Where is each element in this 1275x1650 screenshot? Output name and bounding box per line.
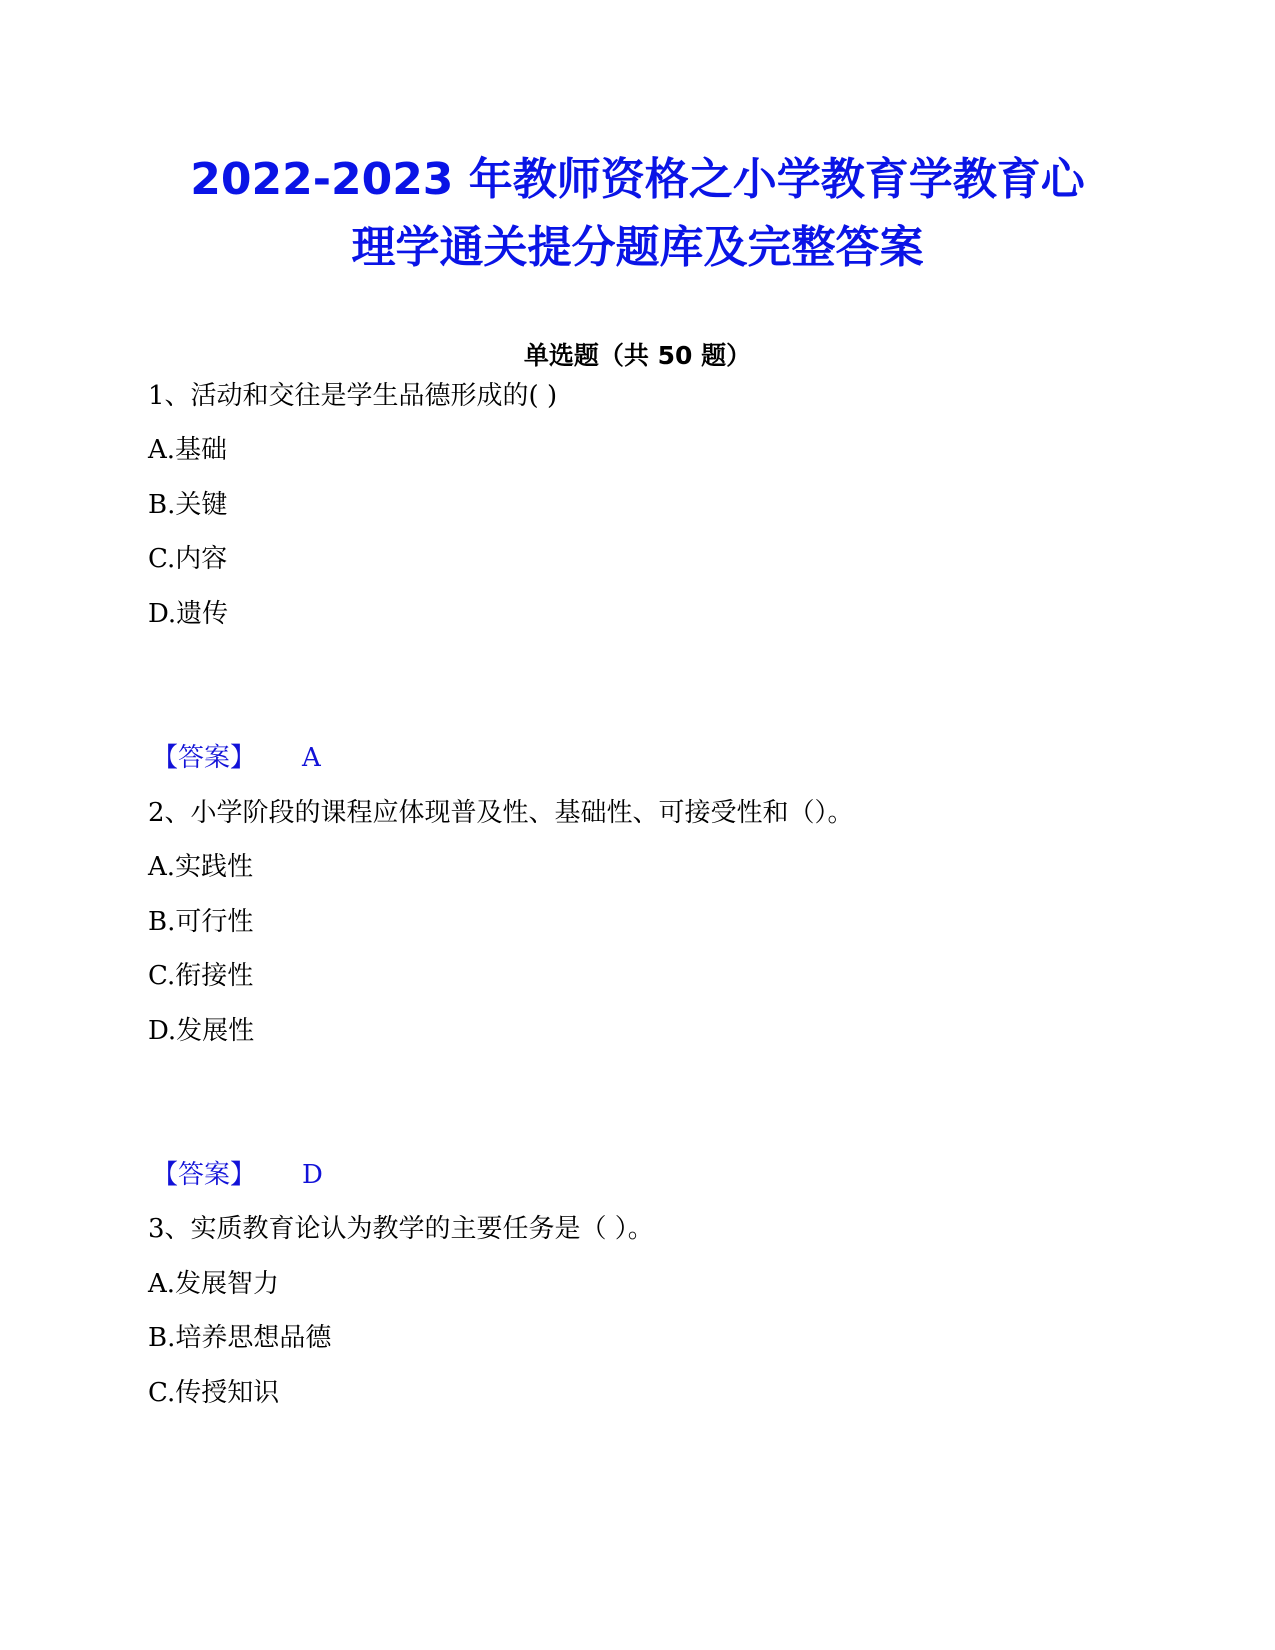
title-line-2: 理学通关提分题库及完整答案 xyxy=(351,222,924,273)
option-c: C.内容 xyxy=(148,544,228,574)
option-c: C.衔接性 xyxy=(148,961,254,991)
answer-label: 【答案】 xyxy=(152,1160,257,1190)
section-heading: 单选题（共 50 题） xyxy=(523,341,752,370)
question-stem: 1、活动和交往是学生品德形成的( ) xyxy=(148,381,558,411)
answer-label: 【答案】 xyxy=(152,743,257,773)
document-title xyxy=(0,146,1275,282)
answer-line xyxy=(152,742,321,774)
answer-line xyxy=(152,1159,323,1191)
answer-value: D xyxy=(302,1160,323,1190)
question-stem: 3、实质教育论认为教学的主要任务是（ ）。 xyxy=(148,1214,654,1244)
option-a: A.发展智力 xyxy=(148,1269,280,1299)
option-b: B.可行性 xyxy=(148,907,254,937)
option-d: D.遗传 xyxy=(148,599,229,629)
title-line-1: 2022-2023 年教师资格之小学教育学教育心 xyxy=(190,154,1085,205)
option-a: A.实践性 xyxy=(148,852,254,882)
question-stem: 2、小学阶段的课程应体现普及性、基础性、可接受性和（）。 xyxy=(148,798,854,828)
answer-value: A xyxy=(302,743,321,773)
option-c: C.传授知识 xyxy=(148,1378,280,1408)
option-a: A.基础 xyxy=(148,435,228,465)
option-d: D.发展性 xyxy=(148,1016,255,1046)
option-b: B.培养思想品德 xyxy=(148,1323,332,1353)
option-b: B.关键 xyxy=(148,490,228,520)
